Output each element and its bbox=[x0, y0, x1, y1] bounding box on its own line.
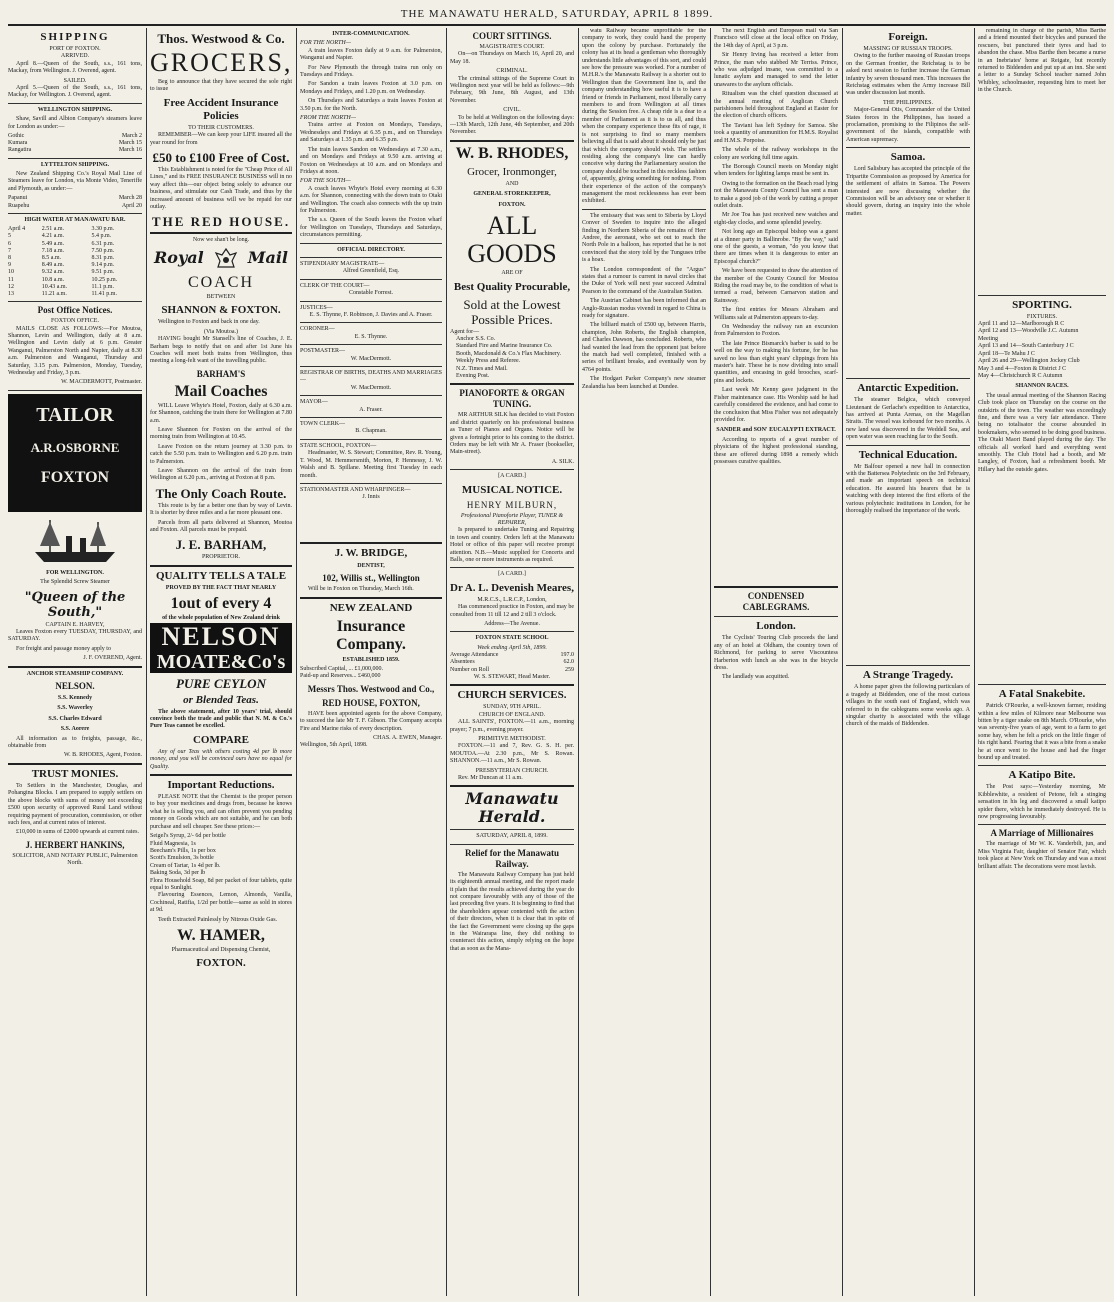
paragraph: The Austrian Cabinet has been informed that an Anglo-Russian modus vivendi in regard to China is ready for signature. bbox=[582, 298, 706, 320]
text: FOXTON. bbox=[196, 957, 246, 970]
directory-label: JUSTICES— bbox=[300, 304, 333, 311]
subheading: FROM THE NORTH— bbox=[300, 115, 357, 122]
paragraph: FOXTON.—11 and 7, Rev. G. S. H. per. MOUTOA.—At 2.30 p.m., Mr S. Rowan. SHANNON.—11 a.m., Mr S. Rowan. bbox=[450, 743, 574, 765]
tailor-advert: TAILOR A.R.OSBORNE FOXTON bbox=[8, 394, 142, 512]
list-item: Beecham's Pills, 1s per box bbox=[150, 847, 216, 854]
section-heading: TRUST MONIES. bbox=[31, 767, 119, 780]
ship-name: "Queen of the South," bbox=[24, 589, 126, 620]
directory-value: J. Innis bbox=[362, 494, 380, 501]
subheading: PORT OF FOXTON. bbox=[49, 46, 101, 52]
paragraph: Leaves Foxton every TUESDAY, THURSDAY, and SATURDAY. bbox=[8, 629, 142, 643]
paragraph: This route is by far a better one than by way of Levin. It is shorter by three miles and a far more pleasant one. bbox=[150, 502, 292, 517]
text: SATURDAY, APRIL 8, 1899. bbox=[476, 833, 548, 840]
subheading: FOR THE NORTH— bbox=[300, 40, 352, 47]
brand-name: MOATE&Co's bbox=[150, 651, 292, 673]
section-heading: LYTTELTON SHIPPING. bbox=[40, 161, 110, 168]
paragraph: Parcels from all parts delivered at Shannon, Moutoa and Foxton. All parcels must be prepaid. bbox=[150, 519, 292, 533]
section-heading: SHANNON RACES. bbox=[1015, 383, 1069, 390]
directory-label: POSTMASTER— bbox=[300, 348, 346, 355]
signature: CHAS. A. EWEN, Manager. bbox=[373, 734, 442, 741]
tide-table: April 4 2.51 a.m. 3.30 p.m. 5 4.21 a.m. 5.4 p.m. 6 5.49 a.m. 6.31 p.m. 7 7.18 a.m. 7.50 p.m. 8 8.5 a.m. 8.31 p.m. 9 8.49 a.m. 9.14 p.m. 10 9.32 a.m. 9.51 p.m. 11 10.8 a.m. 10.25 p.m. 12 10.43 a.m. 11.1 p.m. 13 11.21 a.m. 11.41 p.m. bbox=[8, 226, 118, 297]
ship-name: S.S. Charles Edward bbox=[48, 715, 102, 722]
section-heading: CHURCH SERVICES. bbox=[457, 689, 567, 702]
advert-title: Free Accident Insurance Policies bbox=[163, 96, 279, 122]
list-item: Weekly Press and Referee. bbox=[456, 358, 521, 365]
text: Professional Pianoforte Player, TUNER & REPAIRER, bbox=[460, 512, 564, 526]
list-item: May 4—Christchurch R C Autumn bbox=[978, 372, 1063, 379]
column-2 bbox=[150, 28, 292, 1296]
section-heading: Technical Education. bbox=[858, 448, 958, 461]
text: DENTIST, bbox=[357, 562, 385, 569]
text: The Splendid Screw Steamer bbox=[40, 579, 110, 586]
paragraph: The Borough Council meets on Monday night when tenders for lighting lamps must be sent in. bbox=[714, 163, 838, 178]
ship-name: S.S. Kennedy bbox=[57, 695, 93, 702]
advert-title: PIANOFORTE & ORGAN TUNING. bbox=[459, 388, 565, 410]
text: of the whole population of New Zealand drink bbox=[162, 615, 280, 622]
paragraph: Leave Shannon on the arrival of the train from Wellington at 6.20 p.m., arriving at Foxton at 8 p.m. bbox=[150, 467, 292, 482]
paragraph: The whole of the railway workshops in the colony are working full time again. bbox=[714, 147, 838, 161]
section-heading: OFFICIAL DIRECTORY. bbox=[337, 246, 405, 253]
list-item: Standard Fire and Marine Insurance Co. bbox=[456, 343, 553, 350]
text: PROPRIETOR. bbox=[201, 554, 241, 561]
paragraph: Patrick O'Rourke, a well-known farmer, residing within a few miles of Kilmore near Melbourne was bitten by a tiger snake on 8th March. O'Rourke, who was seventy-five years of age, went to a farm to get some hay, when he felt a prick on the little finger of his right hand. Fearing that it was a bite from a snake he at once went to the house and had the finger bound up and treated. bbox=[978, 703, 1106, 762]
list-item: Fluid Magnesia, 1s bbox=[150, 840, 196, 847]
section-heading: SHIPPING bbox=[40, 31, 110, 43]
section-heading: Foreign. bbox=[888, 31, 928, 43]
newspaper-name: Manawatu Herald. bbox=[465, 789, 559, 827]
advertiser-name: Thos. Westwood & Co. bbox=[157, 31, 285, 46]
paragraph: The late Prince Bismarck's barber is said to be well on the way to making his fortune, for he has saved no less than eight years' clippings from his master's hair. These he is now dividing into small quantities, and encasing in gold brooches, scarf-pins and lockets. bbox=[714, 340, 838, 384]
subheading: SAILED. bbox=[63, 77, 87, 84]
paragraph: HAVE been appointed agents for the above Company, to succeed the late Mr T. F. Gibson. The Company accepts Fire and Marine risks of every description. bbox=[300, 710, 442, 732]
paragraph: Mr Joe Toa has just received new watches and eight-day clocks, and some splendid jewelry. bbox=[714, 212, 838, 226]
text: Grocer, Ironmonger, bbox=[467, 165, 557, 178]
paragraph: To be held at Wellington on the following days:—13th March, 12th June, 4th September, and 20th November. bbox=[450, 114, 574, 136]
paragraph: Trains arrive at Foxton on Mondays, Tuesdays, Wednesdays and Fridays at 6.35 p.m., and on Thursdays and Saturdays at 1.35 p.m. and 6.35 p.m. bbox=[300, 122, 442, 144]
list-item: Evening Post. bbox=[456, 372, 490, 379]
paragraph: April 8.—Queen of the South, s.s., 161 tons, Mackay, from Wellington. J. Overend, agent. bbox=[8, 60, 142, 75]
text: CAPTAIN E. HARVEY, bbox=[45, 621, 105, 628]
section-heading: Antarctic Expedition. bbox=[857, 382, 959, 395]
text: Royal bbox=[154, 247, 204, 267]
advert-title: THE RED HOUSE. bbox=[151, 214, 291, 230]
column-rule bbox=[296, 28, 297, 1296]
section-heading: A Katipo Bite. bbox=[1008, 769, 1076, 782]
list-item: April 12 and 13—Woodville J.C. Autumn bbox=[978, 328, 1079, 335]
paragraph: MR ARTHUR SILK has decided to visit Foxton and district quarterly on his professional business as Tuner of Pianos and Organs. Notice will be given a fortnight prior to his coming to the district. Orders may be left with Mr A. Fraser (bookseller, Main-street). bbox=[450, 412, 574, 456]
section-heading: HIGH WATER AT MANAWATU BAR. bbox=[24, 216, 126, 223]
paragraph: We have been requested to draw the attention of the member of the County Council for Moutoa Riding the road may be, to the condition of what is termed a road, between Carnarvon station and Rainsway. bbox=[714, 268, 838, 304]
paragraph: Not long ago an Episcopal bishop was a guest at a dinner party in Ballinrobe. "By the way," said one of the guests, a woman, "do you know that there are times when it is dangerous to enter an Episcopal church?" bbox=[714, 229, 838, 265]
text: ARE OF bbox=[501, 270, 523, 277]
directory-value: Headmaster, W. S. Stewart; Committee, Rev. R. Young, T. Wood, M. Hemmersmith, Morton, P. Hennessy, J. W. Walsh and B. Spillane. Meeting first Tuesday in each month. bbox=[300, 450, 442, 479]
subheading: CHURCH OF ENGLAND. bbox=[478, 711, 546, 718]
paragraph: The Cyclists' Touring Club proceeds the land any of an hotel at Oldham, the country town of Richmond, for parking to serve Viscountess Harberton with lunch as she was in the bicycle dress. bbox=[714, 635, 838, 671]
advert-title: Best Quality Procurable, bbox=[453, 280, 571, 293]
masthead: THE MANAWATU HERALD, SATURDAY, APRIL 8 1899. bbox=[8, 4, 1106, 26]
section-heading: COURT SITTINGS. bbox=[472, 31, 552, 41]
attendance-table: Average Attendance 197.0 Absentees 62.0 Number on Roll 259 bbox=[450, 652, 574, 673]
section-heading: FOR WELLINGTON. bbox=[46, 569, 104, 576]
signature: A. SILK. bbox=[551, 458, 574, 465]
directory-value: Constable Forrest. bbox=[349, 290, 393, 297]
paragraph: The billiard match of £500 up, between Harris, champion, John Roberts, the English champion, and Charles Dawson, has concluded. Roberts, who had wanted the lead from the opponent just before the match had well completed, finished with a series of brilliant breaks, and eventually won by 4764 points. bbox=[582, 322, 706, 373]
subheading: ARRIVED. bbox=[60, 53, 90, 60]
section-heading: Samoa. bbox=[890, 151, 926, 164]
directory-label: STATIONMASTER AND WHARFINGER— bbox=[300, 486, 411, 493]
signature: J. F. OVEREND, Agent. bbox=[83, 655, 142, 662]
text: FOXTON. bbox=[498, 201, 526, 208]
text: Paid-up and Reserves... £460,000 bbox=[300, 673, 381, 680]
paragraph: Is prepared to undertake Tuning and Repairing in town and country. Orders left at the Manawatu Hotel or office of this paper will receive prompt attention. N.B.—Music supplied for Concerts and Balls, one or more instruments as required. bbox=[450, 527, 574, 564]
paragraph: Lord Salisbury has accepted the principle of the Tripartite Commission as proposed by America for the settlement of affairs in Samoa. The Powers interested are now discussing whether the Commission will be an advisory one or whether it should govern, during an inquiry into the whole matter. bbox=[846, 166, 970, 217]
signature: W. B. RHODES, Agent, Foxton. bbox=[64, 752, 142, 759]
paragraph: For Sandon a train leaves Foxton at 3.0 p.m. on Mondays and Fridays, and 1.20 p.m. on Wednesday. bbox=[300, 81, 442, 95]
section-heading: A Strange Tragedy. bbox=[862, 669, 954, 682]
paragraph: The Post says:—Yesterday morning, Mr Kibblewhite, a resident of Petone, felt a stinging sensation in his leg and discovered a small katipo spider there, which he immediately destroyed. He is now progressing favourably. bbox=[978, 784, 1106, 821]
column-rule bbox=[446, 28, 447, 1296]
subheading: TO THEIR CUSTOMERS. bbox=[188, 124, 254, 131]
subheading: SUNDAY, 9TH APRIL. bbox=[483, 704, 541, 711]
text: PROVED BY THE FACT THAT NEARLY bbox=[165, 584, 277, 591]
list-item: April 11 and 12—Marlborough R C bbox=[978, 321, 1065, 328]
directory-value: B. Chapman. bbox=[355, 428, 387, 435]
paragraph: Last week Mr Kenny gave judgment in the Fisher maintenance case. His Worship said he had carefully considered the evidence, and had come to the conclusion that Miss Fisher was not adequately provided for. bbox=[714, 387, 838, 423]
subheading: MAGISTRATE'S COURT. bbox=[479, 44, 545, 50]
directory-label: STIPENDIARY MAGISTRATE— bbox=[300, 260, 385, 267]
text: M.R.C.S., L.R.C.P., London, bbox=[477, 596, 547, 603]
paragraph: REMEMBER—We can keep your LIFE insured all the year round for from bbox=[150, 132, 292, 146]
advertiser-name: J. W. BRIDGE, bbox=[334, 546, 408, 559]
advert-title: Important Reductions. bbox=[167, 779, 275, 792]
paragraph: £10,000 in sums of £2000 upwards at current rates. bbox=[16, 829, 139, 836]
advertiser-name: Messrs Thos. Westwood and Co., bbox=[307, 683, 435, 694]
paragraph: New Zealand Shipping Co.'s Royal Mail Line of Steamers leave for London, via Monte Video, Teneriffe and Plymouth, as under:— bbox=[8, 171, 142, 192]
list-item: Seigel's Syrup, 2/- 6d per bottle bbox=[150, 833, 226, 840]
column-rule bbox=[710, 28, 711, 1296]
paragraph: The s.s. Queen of the South leaves the Foxton wharf for Wellington on Tuesdays, Thursdays and Saturdays, circumstances permitting. bbox=[300, 217, 442, 239]
paragraph: watu Railway became unprofitable for the company to work, they could hand the property upon the colony by purchase. Fortunately the colony has at its head a gentleman who thoroughly understands little advantages of this sort, and could see how the pressure was worked. For a number of M.H.R.'s the Manawatu Railway is a shorter out to Wellington than the Government line is, and the company understanding how useful it is to have a friend or friends in Parliament, most liberally carry members to and from Wellington at all times during the Session free. A cheap ride is a dear to a member of Parliament as it is to us all, and thus when the company experience these fits of rage, it is not surprising to find so many members believing all that is said about it should only be just that which the company should wish. The settlers residing along the company's line can hardly conceive why during the Parliamentary session the company should be touched in this reckless fashion of, apparently, giving something for nothing. From their experience of the action of the company's management the most recklessness has ever been exhibited. bbox=[582, 28, 706, 205]
list-item: April 13 and 14—South Canterbury J C bbox=[978, 343, 1074, 350]
advert-title: £50 to £100 Free of Cost. bbox=[152, 150, 290, 166]
text: Week ending April 5th, 1899. bbox=[477, 644, 547, 651]
advert-title: The Only Coach Route. bbox=[155, 485, 287, 501]
section-heading: CONDENSED CABLEGRAMS. bbox=[742, 591, 810, 613]
subheading: THE PHILIPPINES. bbox=[882, 99, 933, 106]
paragraph: April 5.—Queen of the South, s.s., 161 tons, Mackay, for Wellington. J. Overend, agent. bbox=[8, 85, 142, 99]
text: Pharmaceutical and Dispensing Chemist, bbox=[171, 946, 271, 953]
signature: W. S. STEWART, Head Master. bbox=[473, 673, 551, 680]
steamship-icon bbox=[30, 516, 120, 566]
paragraph: The landlady was acquitted. bbox=[722, 674, 790, 681]
paragraph: The next English and European mail via San Francisco will close at the local office on Friday, the 14th day of April, at 3 p.m. bbox=[714, 28, 838, 49]
column-rule bbox=[842, 28, 843, 1296]
text: (Via Moutoa.) bbox=[204, 328, 238, 335]
section-heading: A Fatal Snakebite. bbox=[998, 688, 1086, 701]
paragraph: MAILS CLOSE AS FOLLOWS:—For Moutoa, Shannon, Levin and Wellington, daily at 8 a.m. Wellington and Levin daily at 6 p.m. Greater Wanganui, Palmerston North and Napier, daily at 8.30 a.m. Palmerston and Wanganui, Thursday and Saturday, 3.15 p.m. Palmerston, Monday, Tuesday, Wednesday and Friday, 3 p.m. bbox=[8, 325, 142, 376]
paragraph: Rev. Mr Duncan at 11 a.m. bbox=[458, 774, 523, 781]
paragraph: HAVING bought Mr Stansell's line of Coaches, J. E. Barham begs to notify that on and after 1st June his Coaches will meet both trains from Wellington, thus meeting a long-felt want of the travelling public. bbox=[150, 336, 292, 365]
advertiser-name: W. HAMER, bbox=[177, 926, 265, 944]
advertiser-name: W. B. RHODES, bbox=[455, 144, 569, 162]
brand-name: NELSON bbox=[150, 623, 292, 651]
advert-title: SHANNON & FOXTON. bbox=[161, 304, 281, 317]
paragraph: The steamer Belgica, which conveyed Lieutenant de Gerlache's expedition to Antarctica, has arrived at Punta Arenas, on the Magellan Straits. The vessel was icebound for two months. A new land was discovered in the Weddell Sea, and open water was seen reaching far to the South. bbox=[846, 397, 970, 441]
advert-title: Sold at the Lowest Possible Prices. bbox=[463, 296, 561, 327]
directory-value: W. MacDermott. bbox=[350, 355, 392, 362]
column-1 bbox=[8, 28, 142, 1296]
ship-name: S.S. Waverley bbox=[57, 705, 93, 712]
advert-title: Mail Coaches bbox=[174, 382, 268, 400]
paragraph: On Thursdays and Saturdays a train leaves Foxton at 3.50 p.m. for the North. bbox=[300, 98, 442, 112]
text: GENERAL STOREKEEPER, bbox=[473, 191, 551, 198]
text: Subscribed Capital, ... £1,000,000. bbox=[300, 665, 383, 672]
paragraph: Any of our Teas with others costing 4d per lb more money, and you will be convinced ours have no equal for Quality. bbox=[150, 748, 292, 770]
directory-value: A. Fraser. bbox=[359, 406, 383, 413]
list-item: April 26 and 29—Wellington Jockey Club bbox=[978, 358, 1080, 365]
section-heading: Post Office Notices. bbox=[37, 305, 113, 316]
paragraph: Wellington to Foxton and back in one day. bbox=[158, 319, 260, 326]
paragraph: The Taviani has left Sydney for Samoa. She took a quantity of ammunition for H.M.S. Royalist and H.M.S. Porpoise. bbox=[714, 122, 838, 144]
subheading: ESTABLISHED 1859. bbox=[342, 656, 400, 663]
text: SOLICITOR, AND NOTARY PUBLIC, Palmerston North. bbox=[12, 852, 138, 867]
paragraph: Leave Foxton on the return journey at 3.30 p.m. to catch the 5.50 p.m. train to Wellington and 6.20 p.m. train to Palmerston. bbox=[150, 443, 292, 465]
paragraph: ALL SAINTS', FOXTON.—11 a.m., morning prayer; 7 p.m., evening prayer. bbox=[450, 719, 574, 733]
paragraph: The Hodgart Parker Company's new steamer Zealandia has been launched at Dundee. bbox=[582, 376, 706, 390]
column-8 bbox=[978, 28, 1106, 1296]
paragraph: This Establishment is noted for the "Cheap Price of All Lines," and its FREE INSURANCE BUSINESS will in no way affect this—our object being solely to advance our business, and stimulate our Cash Trade, and thus by the increased amount of business will we be repaid for our outlay. bbox=[150, 167, 292, 211]
advert-title: ALL GOODS bbox=[467, 211, 557, 269]
text: [A CARD.] bbox=[498, 473, 526, 480]
paragraph: The train leaves Sandon on Wednesdays at 7.30 a.m., and on Mondays and Fridays at 9.50 a.m. arriving at Foxton on Wednesdays at 10 a.m. and on Mondays and Fridays at noon. bbox=[300, 146, 442, 175]
subheading: CRIMINAL. bbox=[496, 68, 528, 75]
subheading: MASSING OF RUSSIAN TROOPS. bbox=[863, 46, 953, 52]
list-item: Meeting bbox=[978, 335, 998, 342]
advert-title: 1out of every 4 bbox=[170, 595, 272, 613]
paragraph: A train leaves Foxton daily at 9 a.m. for Palmerston, Wanganui and Napier. bbox=[300, 47, 442, 62]
text: Mail bbox=[247, 247, 288, 267]
paragraph: The usual annual meeting of the Shannon Racing Club took place on Thursday on the course on the outskirts of the town. The weather was exceedingly fine, and there was a very fair attendance. There being no totalisator the course abounded in bookmakers, who seemed to be doing good business. The Otaki Maori Band played during the day. The officials all worked hard and everything went smoothly. The Club Hotel had a booth, and Mr Langley, of Foxton, had a refreshment booth. Mr Hillary had the outside gates. bbox=[978, 392, 1106, 473]
text: Agent for— bbox=[450, 328, 480, 335]
text: Address—The Avenue. bbox=[484, 621, 540, 628]
directory-value: E. S. Thynne, F. Robinson, J. Davies and A. Fraser. bbox=[309, 312, 433, 318]
section-heading: A Marriage of Millionaires bbox=[990, 828, 1094, 839]
directory-value: Alfred Greenfield, Esq. bbox=[342, 268, 400, 275]
subheading: CIVIL. bbox=[503, 107, 521, 114]
column-rule bbox=[974, 28, 975, 1296]
paragraph: The first entries for Messrs Abraham and Williams sale at Palmerston appears to-day. bbox=[714, 307, 838, 321]
subheading: PRIMITIVE METHODIST. bbox=[478, 735, 546, 742]
column-4 bbox=[450, 28, 574, 1296]
list-item: May 3 and 4—Foxton & District J C bbox=[978, 365, 1067, 372]
paragraph: Sir Henry Irving has received a letter from Prince, the man who stabbed Mr Terriss. Prince, who was adjudged insane, was committed to a lunatic asylum and managed to send the letter unawares to the asylum officials. bbox=[714, 52, 838, 88]
directory-label: TOWN CLERK— bbox=[300, 421, 346, 428]
list-item: Anchor S.S. Co. bbox=[456, 335, 496, 342]
advert-title: COMPARE bbox=[192, 733, 249, 746]
directory-label: CORONER— bbox=[300, 326, 335, 333]
paragraph: To Settlers in the Manchester, Douglas, and Pohangina Blocks. I am prepared to supply settlers on the above blocks with sums of money not exceeding £500 upon security of approved Rural Land without requiring payment of procuration, commission, or other such fees, and at current rates of interest. bbox=[8, 782, 142, 826]
paragraph: Leave Shannon for Foxton on the arrival of the morning train from Wellington at 10.45. bbox=[150, 426, 292, 441]
sailing-table: Papanui March 28 Ruapehu April 20 bbox=[8, 195, 142, 209]
advert-title: GROCERS, bbox=[150, 48, 292, 77]
advert-title: NEW ZEALAND bbox=[329, 601, 413, 614]
section-heading: SANDER and SON' EUCALYPTI EXTRACT. bbox=[716, 427, 836, 434]
advertiser-name: J. HERBERT HANKINS, bbox=[25, 839, 125, 850]
list-item: N.Z. Times and Mail. bbox=[456, 365, 508, 372]
list-item: Baking Soda, 3d per lb bbox=[150, 870, 206, 877]
subheading: NELSON. bbox=[55, 681, 95, 692]
directory-label: STATE SCHOOL, FOXTON— bbox=[300, 442, 377, 449]
paragraph: For freight and passage money apply to bbox=[16, 645, 111, 652]
advertiser-name: J. E. BARHAM, bbox=[175, 537, 267, 553]
column-rule bbox=[578, 28, 579, 1296]
paragraph: Will be in Foxton on Thursday, March 16th. bbox=[308, 586, 414, 593]
list-item: Flora Household Soap, 8d per packet of four tablets, quite equal to Sunlight. bbox=[150, 877, 292, 891]
advertiser-name: Dr A. L. Devenish Meares, bbox=[450, 581, 574, 594]
paragraph: Has commenced practice in Foxton, and may be consulted from 11 till 12 and 2 till 3 o'clock. bbox=[450, 604, 574, 618]
column-rule bbox=[146, 28, 147, 1296]
list-item: April 18—Te Mahu J C bbox=[978, 350, 1035, 357]
paragraph: Beg to announce that they have secured the sole right to issue bbox=[150, 79, 292, 93]
text: Wellington, 5th April, 1898. bbox=[300, 742, 368, 749]
paragraph: All information as to freights, passage, &c., obtainable from bbox=[8, 735, 142, 750]
directory-label: REGISTRAR OF BIRTHS, DEATHS AND MARRIAGES— bbox=[300, 370, 442, 384]
paragraph: Shaw, Savill and Albion Company's steamers leave for London as under:— bbox=[8, 116, 142, 130]
column-5 bbox=[582, 28, 706, 1296]
paragraph: The criminal sittings of the Supreme Court in Wellington next year will be held as follows:—9th February, 9th June, 8th August, and 13th November. bbox=[450, 75, 574, 104]
paragraph: Owing to the further massing of Russian troops on the German frontier, the Reichstag is to be asked next session to further increase the German infantry by seven thousand men. This increases the Reichstag estimates when the Army increase Bill was under discussion last month. bbox=[846, 53, 970, 97]
advertiser-name: HENRY MILBURN, bbox=[466, 499, 558, 510]
advert-title: or Blended Teas. bbox=[183, 693, 259, 706]
advert-title: PURE CEYLON bbox=[176, 675, 266, 691]
advertiser-name: BARHAM'S bbox=[196, 368, 246, 379]
paragraph: remaining in charge of the parish, Miss Barthe and a friend mounted their bicycles and pursued the rescuers, but punctured their tyres and had to abandon the chase. Miss Barthe then became a nurse in an Inebriates' home at Reigate, but recently returned to Biddenden and put up at an inn. She sent a letter to a Sunday School teacher named John Whibley, schoolmaster, requesting him to meet her in the Church. bbox=[978, 28, 1106, 94]
section-heading: WELLINGTON SHIPPING. bbox=[37, 106, 113, 113]
text: BETWEEN bbox=[206, 293, 236, 300]
directory-label: CLERK OF THE COURT— bbox=[300, 282, 370, 289]
section-heading: INTER-COMMUNICATION. bbox=[332, 31, 410, 37]
paragraph: Major-General Otis, Commander of the United States forces in the Philippines, has issued a proclamation, promising to the Filipinos the self-government of the islands, compatible with American supremacy. bbox=[846, 107, 970, 143]
column-7 bbox=[846, 28, 970, 1296]
subheading: FOXTON OFFICE. bbox=[51, 318, 99, 325]
list-item: Cream of Tartar, 1s 4d per lb. bbox=[150, 862, 221, 869]
advert-title: QUALITY TELLS A TALE bbox=[155, 569, 287, 582]
paragraph: WILL Leave Whyte's Hotel, Foxton, daily at 6.30 a.m. for Shannon, catching the train there for Wellington at 7.80 a.m. bbox=[150, 402, 292, 424]
paragraph: Owing to the formation on the Beach road lying not the Manawatu County Council has sent a man to make a good job of the work by cutting a proper outlet drain. bbox=[714, 180, 838, 209]
section-heading: London. bbox=[756, 620, 796, 633]
section-heading: SPORTING. bbox=[1012, 298, 1072, 311]
crest-icon bbox=[214, 247, 238, 269]
paragraph: A coach leaves Whyte's Hotel every morning at 6.30 a.m. for Shannon, connecting with the down train to Otaki and Wellington. The coach also connects with the up train for Palmerston. bbox=[300, 185, 442, 214]
paragraph: PLEASE NOTE that the Chemist is the proper person to buy your medicines and drugs from, because he knows what he is selling you, and can often prevent you pending money on Goods which are not suitable, and he can both purchase and sell cheaper. See these prices:— bbox=[150, 794, 292, 830]
text: Now we shan't be long. bbox=[192, 237, 250, 244]
paragraph: According to reports of a great number of physicians of the highest professional standing, these are offered during 1898 a remedy which possesses curative qualities. bbox=[714, 436, 838, 465]
subheading: PRESBYTERIAN CHURCH. bbox=[475, 767, 549, 774]
paragraph: Teeth Extracted Painlessly by Nitrous Oxide Gas. bbox=[158, 916, 278, 923]
subheading: FIXTURES. bbox=[1026, 313, 1058, 320]
paragraph: The Manawatu Railway Company has just held its eighteenth annual meeting, and the report made it plain that the results achieved during the year do not compare favourably with any of those of the last preceding five years. It is beginning to find that the shareholders appear contented with the action of their directors, when it is clear that in spite of the fact the Government were closing up the gaps in the Wairarapa line, they did nothing to counteract this action, simply relying on the hope that as soon as the Mana- bbox=[450, 871, 574, 952]
ship-name: S.S. Aorere bbox=[60, 726, 90, 733]
section-heading: Relief for the Manawatu Railway. bbox=[464, 847, 560, 869]
paragraph: The London correspondent of the "Argus" states that a rumour is current in naval circles that the Duke of York will next year succeed Admiral Pearson to the command of the Australian Station. bbox=[582, 266, 706, 295]
text: AND bbox=[505, 180, 519, 187]
text: 102, Willis st., Wellington bbox=[322, 573, 420, 584]
paragraph: The marriage of Mr W. K. Vanderbilt, jun, and Miss Virginia Fair, daughter of Senator Fair, which took place at New York on Thursday and was a most brilliant affair. The decorations were most lavish. bbox=[978, 841, 1106, 870]
subheading: FOR THE SOUTH— bbox=[300, 178, 351, 185]
advert-title: MUSICAL NOTICE. bbox=[461, 483, 563, 496]
paragraph: For New Plymouth the through trains run only on Tuesdays and Fridays. bbox=[300, 64, 442, 79]
paragraph: A home paper gives the following particulars of a tragedy at Biddenden, one of the most curious villages in the south east of England, which was referred to in the cablegrams some weeks ago. A singular charity is associated with the village church of the maids of Biddenden. bbox=[846, 684, 970, 728]
directory-value: E. S. Thynne. bbox=[354, 333, 388, 340]
directory-label: MAYOR— bbox=[300, 399, 328, 406]
text: [A CARD.] bbox=[498, 571, 526, 578]
paragraph: On Wednesday the railway ran an excursion from Palmerston to Foxton. bbox=[714, 324, 838, 338]
signature: W. MACDERMOTT, Postmaster. bbox=[61, 379, 142, 386]
list-item: Scott's Emulsion, 3s bottle bbox=[150, 855, 214, 862]
paragraph: Ritualism was the chief question discussed at the annual meeting of Anglican Church parishioners held throughout England at Easter for the election of church officers. bbox=[714, 91, 838, 120]
paragraph: Mr Balfour opened a new hall in connection with the Battersea Polytechnic on the 3rd February, and made an important speech on technical education. He assured his hearers that he is watching with deep interest the first efforts of the various polytechnic institutions in London, for he thoroughly realised the importance of the work. bbox=[846, 463, 970, 514]
advert-title: Insurance Company. bbox=[336, 617, 406, 653]
list-item: Booth, Macdonald & Co.'s Flax Machinery. bbox=[456, 350, 562, 357]
paragraph: The emissary that was sent to Siberia by Lloyd Conver of Sweden to inquire into the alleged finding in Northern Siberia of the remains of Herr Andree, the aeronaut, who set out to reach the North Pole in a balloon, has reported that he is not convinced that the story told by the Tunguses tribe is a hoax. bbox=[582, 212, 706, 264]
sailing-table: Gothic March 2 Kumara March 15 Rangatira March 16 bbox=[8, 133, 142, 154]
advert-title: COACH bbox=[187, 273, 254, 291]
section-heading: FOXTON STATE SCHOOL bbox=[475, 635, 549, 642]
paragraph: Flavouring Essences, Lemon, Almonds, Vanilla, Cochineal, Ratifia, 1/2d per bottle—same as sold in stores at 9d. bbox=[150, 892, 292, 914]
directory-value: W. MacDermott. bbox=[350, 384, 392, 391]
section-heading: ANCHOR STEAMSHIP COMPANY. bbox=[26, 670, 124, 677]
paragraph: The above statement, after 10 years' trial, should convince both the trade and public that N. M. & Co.'s Pure Teas cannot be excelled. bbox=[150, 708, 292, 730]
advertiser-name: RED HOUSE, FOXTON, bbox=[322, 697, 420, 708]
column-3 bbox=[300, 28, 442, 1296]
paragraph: On—on Thursdays on March 16, April 20, and May 18. bbox=[450, 51, 574, 65]
column-6 bbox=[714, 28, 838, 1296]
